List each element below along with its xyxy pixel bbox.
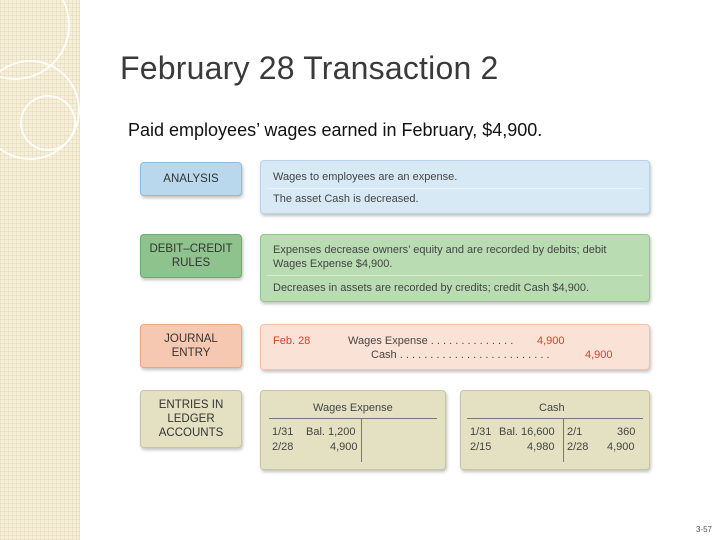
debit-credit-divider xyxy=(267,275,643,276)
analysis-label-text: ANALYSIS xyxy=(163,173,219,185)
cash-row1-balance: Bal. 16,600 xyxy=(499,426,555,438)
journal-debit-account xyxy=(348,334,513,348)
slide-subtitle: Paid employees’ wages earned in February, $4,900. xyxy=(128,120,543,140)
cash-row1-date: 1/31 xyxy=(470,426,492,438)
journal-label xyxy=(140,324,242,368)
ledger-label-line-1: ENTRIES IN xyxy=(158,399,224,411)
cash-t-center xyxy=(563,418,564,462)
wages-row2-date: 2/28 xyxy=(272,441,294,453)
debit-credit-line-3: Decreases in assets are recorded by credits; credit Cash $4,900. xyxy=(273,282,590,294)
analysis-content xyxy=(260,160,650,214)
wages-row1-balance: Bal. 1,200 xyxy=(306,426,356,438)
ledger-label xyxy=(140,390,242,448)
debit-credit-line-1: Expenses decrease owners’ equity and are recorded by debits; debit xyxy=(273,244,607,256)
wages-expense-t-account xyxy=(260,390,446,470)
cash-row1-credit-amount: 360 xyxy=(617,426,636,438)
analysis-divider xyxy=(267,188,643,189)
journal-label-line-2: ENTRY xyxy=(171,347,211,359)
journal-content xyxy=(260,324,650,370)
journal-credit-account-name: Cash xyxy=(371,349,397,361)
debit-credit-label-line-2: RULES xyxy=(171,257,211,269)
decorative-circle xyxy=(20,95,76,151)
ledger-label-line-2: LEDGER xyxy=(167,413,215,425)
ledger-label-line-3: ACCOUNTS xyxy=(158,427,224,439)
journal-credit-amount: 4,900 xyxy=(585,349,613,361)
analysis-label xyxy=(140,162,242,196)
journal-date: Feb. 28 xyxy=(273,335,311,347)
cash-row2-date: 2/15 xyxy=(470,441,492,453)
cash-t-account xyxy=(460,390,650,470)
decorative-left-strip xyxy=(0,0,80,540)
debit-credit-line-2: Wages Expense $4,900. xyxy=(273,258,393,270)
cash-row2-credit-date: 2/28 xyxy=(567,441,589,453)
wages-expense-t-center xyxy=(361,418,362,462)
journal-label-line-1: JOURNAL xyxy=(164,333,218,345)
wages-expense-t-top xyxy=(269,418,437,419)
cash-title: Cash xyxy=(539,402,565,414)
wages-expense-title: Wages Expense xyxy=(313,402,393,414)
journal-credit-leader: . . . . . . . . . . . . . . . . . . . . . . . . . xyxy=(399,349,550,361)
cash-row1-credit-date: 2/1 xyxy=(567,426,583,438)
wages-row1-date: 1/31 xyxy=(272,426,294,438)
debit-credit-label-line-1: DEBIT–CREDIT xyxy=(149,243,233,255)
analysis-line-2: The asset Cash is decreased. xyxy=(273,193,419,205)
analysis-line-1: Wages to employees are an expense. xyxy=(273,171,458,183)
cash-row2-amount: 4,980 xyxy=(527,441,555,453)
journal-credit-account xyxy=(371,348,550,362)
journal-debit-account-name: Wages Expense xyxy=(348,335,428,347)
debit-credit-label xyxy=(140,234,242,278)
wages-row2-amount: 4,900 xyxy=(330,441,358,453)
cash-t-top xyxy=(467,418,643,419)
page-number: 3-57 xyxy=(695,525,712,534)
journal-debit-amount: 4,900 xyxy=(537,335,565,347)
journal-debit-leader: . . . . . . . . . . . . . . xyxy=(430,335,514,347)
debit-credit-content xyxy=(260,234,650,302)
slide-title: February 28 Transaction 2 xyxy=(120,50,499,86)
cash-row2-credit-amount: 4,900 xyxy=(607,441,635,453)
